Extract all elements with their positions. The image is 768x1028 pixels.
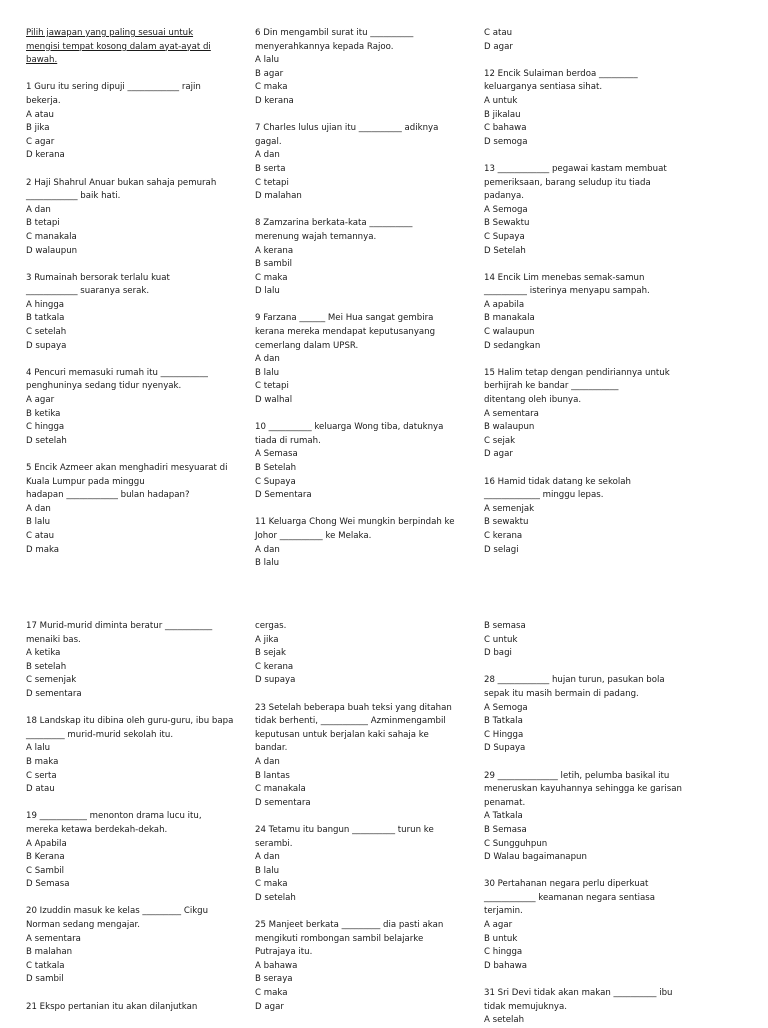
answer-option: A untuk bbox=[484, 95, 518, 106]
answer-option: C hingga bbox=[484, 947, 523, 958]
answer-option: B semasa bbox=[484, 621, 526, 631]
answer-option: A Tatkala bbox=[484, 811, 523, 822]
answer-option: B tetapi bbox=[26, 218, 60, 229]
spacer bbox=[26, 892, 240, 906]
question-text: keputusan untuk berjalan kaki sahaja ke bbox=[255, 729, 429, 740]
spacer bbox=[255, 810, 469, 824]
answer-option: A agar bbox=[26, 395, 55, 406]
question-column bbox=[255, 27, 469, 571]
spacer bbox=[255, 109, 469, 123]
answer-option: D agar bbox=[484, 41, 513, 52]
spacer bbox=[26, 163, 240, 177]
answer-option: C agar bbox=[26, 136, 55, 147]
question-block bbox=[26, 810, 240, 892]
answer-option: B Setelah bbox=[255, 463, 297, 473]
question-text: berhijrah ke bandar ___________ bbox=[484, 381, 619, 392]
instruction-line: mengisi tempat kosong dalam ayat-ayat di bbox=[26, 41, 211, 52]
question-column bbox=[484, 620, 698, 1028]
answer-option: C Supaya bbox=[255, 476, 296, 487]
answer-option: C setelah bbox=[26, 327, 67, 338]
answer-option: A dan bbox=[255, 150, 280, 161]
question-text: 10 __________ keluarga Wong tiba, datuknya bbox=[255, 422, 444, 433]
answer-option: D selagi bbox=[484, 544, 519, 555]
spacer bbox=[484, 353, 698, 367]
question-text: _________ murid-murid sekolah itu. bbox=[26, 729, 174, 740]
question-text: 12 Encik Sulaiman berdoa _________ bbox=[484, 68, 638, 79]
question-text: 5 Encik Azmeer akan menghadiri mesyuarat di bbox=[26, 463, 228, 473]
question-text: Johor __________ ke Melaka. bbox=[255, 530, 372, 541]
answer-option: A ketika bbox=[26, 648, 61, 659]
answer-option: B lantas bbox=[255, 770, 290, 781]
spacer bbox=[484, 258, 698, 272]
question-text: tiada di rumah. bbox=[255, 435, 321, 446]
question-block bbox=[484, 770, 698, 865]
question-text: 7 Charles lulus ujian itu __________ adiknya bbox=[255, 123, 439, 134]
answer-option: C maka bbox=[255, 879, 288, 890]
question-text: kerana mereka mendapat keputusanyang bbox=[255, 327, 436, 338]
question-text: padanya. bbox=[484, 191, 524, 202]
question-text: 31 Sri Devi tidak akan makan __________ ibu bbox=[484, 988, 673, 999]
question-text: hadapan ____________ bulan hadapan? bbox=[26, 490, 190, 501]
spacer bbox=[255, 408, 469, 422]
question-text: 19 ___________ menonton drama lucu itu, bbox=[26, 811, 202, 822]
answer-option: C Sungguhpun bbox=[484, 838, 548, 849]
answer-option: B jikalau bbox=[484, 109, 521, 120]
question-block bbox=[255, 122, 469, 204]
question-block bbox=[255, 516, 469, 570]
spacer bbox=[255, 503, 469, 517]
question-column bbox=[484, 27, 698, 557]
answer-option: A Semoga bbox=[484, 702, 528, 713]
answer-option: C kerana bbox=[255, 661, 294, 672]
spacer bbox=[484, 149, 698, 163]
answer-option: D agar bbox=[255, 1001, 284, 1012]
question-text: menaiki bas. bbox=[26, 634, 81, 645]
answer-option: B malahan bbox=[26, 947, 73, 958]
question-text: 28 ____________ hujan turun, pasukan bola bbox=[484, 675, 665, 686]
answer-option: B walaupun bbox=[484, 422, 535, 433]
question-continuation bbox=[484, 620, 698, 661]
question-text: Putrajaya itu. bbox=[255, 947, 313, 958]
question-text: ____________ baik hati. bbox=[26, 191, 121, 202]
answer-option: D semoga bbox=[484, 136, 528, 147]
question-text: 16 Hamid tidak datang ke sekolah bbox=[484, 476, 631, 487]
answer-option: B seraya bbox=[255, 974, 293, 985]
answer-option: A Semoga bbox=[484, 204, 528, 215]
answer-option: C manakala bbox=[255, 784, 306, 795]
answer-option: C walaupun bbox=[484, 327, 535, 338]
answer-option: B manakala bbox=[484, 313, 535, 324]
question-text: sepak itu masih bermain di padang. bbox=[484, 688, 639, 699]
answer-option: B lalu bbox=[255, 558, 280, 569]
question-text: 6 Din mengambil surat itu __________ bbox=[255, 28, 414, 38]
question-text: mereka ketawa berdekah-dekah. bbox=[26, 824, 168, 835]
answer-option: D supaya bbox=[26, 340, 67, 351]
question-block bbox=[255, 919, 469, 1014]
question-column bbox=[26, 27, 240, 557]
question-block bbox=[484, 476, 698, 558]
answer-option: D Sementara bbox=[255, 490, 312, 501]
answer-option: A lalu bbox=[255, 55, 280, 66]
question-text: menyerahkannya kepada Rajoo. bbox=[255, 41, 394, 52]
question-text: 1 Guru itu sering dipuji ____________ rajin bbox=[26, 82, 201, 93]
answer-option: B sambil bbox=[255, 259, 292, 270]
answer-option: A Semasa bbox=[255, 449, 298, 460]
question-text: 29 ______________ letih, pelumba basikal itu bbox=[484, 770, 670, 781]
answer-option: D sementara bbox=[26, 688, 82, 699]
answer-option: C tatkala bbox=[26, 960, 65, 971]
answer-option: B lalu bbox=[255, 367, 280, 378]
answer-option: D sedangkan bbox=[484, 340, 541, 351]
question-text: mengikuti rombongan sambil belajarke bbox=[255, 933, 424, 944]
answer-option: A agar bbox=[484, 920, 513, 931]
question-text: cemerlang dalam UPSR. bbox=[255, 340, 359, 351]
answer-option: D lalu bbox=[255, 286, 280, 297]
question-text: ____________ suaranya serak. bbox=[26, 286, 150, 297]
question-text: 2 Haji Shahrul Anuar bukan sahaja pemurah bbox=[26, 177, 217, 188]
answer-option: D agar bbox=[484, 449, 513, 460]
spacer bbox=[255, 204, 469, 218]
spacer bbox=[484, 865, 698, 879]
answer-option: C Supaya bbox=[484, 231, 525, 242]
answer-option: A sementara bbox=[26, 933, 81, 944]
answer-option: D walaupun bbox=[26, 245, 78, 256]
spacer bbox=[484, 756, 698, 770]
spacer bbox=[26, 702, 240, 716]
question-text: 18 Landskap itu dibina oleh guru-guru, ibu bapa bbox=[26, 716, 234, 727]
answer-option: cergas. bbox=[255, 621, 287, 631]
instruction-line: bawah. bbox=[26, 55, 58, 66]
answer-option: C tetapi bbox=[255, 177, 289, 188]
answer-option: C kerana bbox=[484, 530, 523, 541]
question-block bbox=[484, 987, 698, 1028]
answer-option: C Sambil bbox=[26, 865, 65, 876]
answer-option: C maka bbox=[255, 272, 288, 283]
question-text: 4 Pencuri memasuki rumah itu ___________ bbox=[26, 367, 208, 378]
spacer bbox=[255, 905, 469, 919]
question-column bbox=[255, 620, 469, 1014]
answer-option: C hingga bbox=[26, 422, 65, 433]
answer-option: D maka bbox=[26, 544, 60, 555]
question-text: 30 Pertahanan negara perlu diperkuat bbox=[484, 879, 649, 890]
spacer bbox=[26, 987, 240, 1001]
spacer bbox=[484, 462, 698, 476]
answer-option: B lalu bbox=[26, 517, 51, 528]
question-text: ditentang oleh ibunya. bbox=[484, 395, 582, 406]
answer-option: B ketika bbox=[26, 408, 61, 419]
answer-option: B untuk bbox=[484, 933, 518, 944]
question-block bbox=[26, 620, 240, 702]
answer-option: A semenjak bbox=[484, 503, 535, 514]
question-text: Norman sedang mengajar. bbox=[26, 920, 140, 931]
spacer bbox=[484, 54, 698, 68]
question-text: serambi. bbox=[255, 838, 293, 849]
question-text: pemeriksaan, barang seludup itu tiada bbox=[484, 177, 651, 188]
spacer bbox=[255, 688, 469, 702]
answer-option: D Walau bagaimanapun bbox=[484, 852, 587, 863]
question-text: 9 Farzana ______ Mei Hua sangat gembira bbox=[255, 313, 434, 324]
answer-option: B Sewaktu bbox=[484, 218, 530, 229]
answer-option: C sejak bbox=[484, 435, 516, 446]
spacer bbox=[26, 68, 240, 82]
question-text: 24 Tetamu itu bangun __________ turun ke bbox=[255, 824, 434, 835]
question-block bbox=[255, 824, 469, 906]
spacer bbox=[26, 258, 240, 272]
answer-option: A setelah bbox=[484, 1015, 525, 1026]
question-text: 21 Ekspo pertanian itu akan dilanjutkan bbox=[26, 1001, 198, 1012]
question-block bbox=[26, 272, 240, 354]
answer-option: D walhal bbox=[255, 395, 293, 406]
answer-option: A dan bbox=[26, 204, 51, 215]
question-block bbox=[26, 462, 240, 557]
answer-option: C semenjak bbox=[26, 675, 77, 686]
question-block bbox=[255, 421, 469, 503]
question-block bbox=[484, 163, 698, 258]
question-text: keluarganya sentiasa sihat. bbox=[484, 82, 603, 93]
answer-option: C atau bbox=[26, 530, 55, 541]
answer-option: B Tatkala bbox=[484, 716, 523, 727]
spacer bbox=[255, 299, 469, 313]
answer-option: A atau bbox=[26, 109, 54, 120]
answer-option: C serta bbox=[26, 770, 57, 781]
answer-option: B lalu bbox=[255, 865, 280, 876]
question-block bbox=[26, 177, 240, 259]
answer-option: B serta bbox=[255, 163, 286, 174]
answer-option: C atau bbox=[484, 28, 513, 38]
answer-option: D bahawa bbox=[484, 960, 528, 971]
answer-option: C bahawa bbox=[484, 123, 527, 134]
answer-option: B Kerana bbox=[26, 852, 65, 863]
answer-option: D kerana bbox=[255, 95, 294, 106]
answer-option: C maka bbox=[255, 82, 288, 93]
answer-option: C maka bbox=[255, 988, 288, 999]
answer-option: C manakala bbox=[26, 231, 77, 242]
answer-option: D Semasa bbox=[26, 879, 70, 890]
question-block bbox=[255, 702, 469, 811]
answer-option: A dan bbox=[26, 503, 51, 514]
question-text: bekerja. bbox=[26, 95, 61, 106]
question-block bbox=[255, 27, 469, 109]
answer-option: B sewaktu bbox=[484, 517, 529, 528]
question-continuation bbox=[255, 620, 469, 688]
question-text: 8 Zamzarina berkata-kata __________ bbox=[255, 218, 413, 229]
answer-option: D sementara bbox=[255, 797, 311, 808]
question-text: 23 Setelah beberapa buah teksi yang ditahan bbox=[255, 702, 452, 713]
question-text: 14 Encik Lim menebas semak-samun bbox=[484, 272, 645, 283]
question-text: ____________ keamanan negara sentiasa bbox=[484, 892, 656, 903]
question-text: Kuala Lumpur pada minggu bbox=[26, 476, 145, 487]
answer-option: B sejak bbox=[255, 648, 287, 659]
question-block bbox=[484, 674, 698, 756]
question-text: 17 Murid-murid diminta beratur ___________ bbox=[26, 621, 213, 631]
answer-option: A lalu bbox=[26, 743, 51, 754]
question-text: 15 Halim tetap dengan pendiriannya untuk bbox=[484, 367, 670, 378]
answer-option: D supaya bbox=[255, 675, 296, 686]
answer-option: D malahan bbox=[255, 191, 302, 202]
answer-option: B maka bbox=[26, 756, 59, 767]
question-block bbox=[26, 367, 240, 449]
question-text: terjamin. bbox=[484, 906, 523, 917]
answer-option: A bahawa bbox=[255, 960, 298, 971]
question-text: __________ isterinya menyapu sampah. bbox=[484, 286, 650, 297]
question-text: penghuninya sedang tidur nyenyak. bbox=[26, 381, 182, 392]
answer-option: A dan bbox=[255, 354, 280, 365]
question-text: merenung wajah temannya. bbox=[255, 231, 377, 242]
answer-option: B jika bbox=[26, 123, 50, 134]
question-block bbox=[26, 905, 240, 987]
answer-option: D setelah bbox=[26, 435, 67, 446]
question-text: gagal. bbox=[255, 136, 282, 147]
answer-option: A Apabila bbox=[26, 838, 67, 849]
answer-option: A apabila bbox=[484, 299, 525, 310]
question-block bbox=[255, 312, 469, 407]
answer-option: C Hingga bbox=[484, 729, 524, 740]
answer-option: D bagi bbox=[484, 648, 512, 659]
question-text: 3 Rumainah bersorak terlalu kuat bbox=[26, 272, 170, 283]
answer-option: A jika bbox=[255, 634, 279, 645]
answer-option: B setelah bbox=[26, 661, 67, 672]
answer-option: D sambil bbox=[26, 974, 64, 985]
question-text: penamat. bbox=[484, 797, 526, 808]
spacer bbox=[484, 973, 698, 987]
question-block bbox=[26, 715, 240, 797]
question-block bbox=[255, 217, 469, 299]
instructions bbox=[26, 27, 240, 68]
question-text: 20 Izuddin masuk ke kelas _________ Cikgu bbox=[26, 906, 209, 917]
answer-option: C tetapi bbox=[255, 381, 289, 392]
question-text: _____________ minggu lepas. bbox=[484, 490, 604, 501]
answer-option: A dan bbox=[255, 544, 280, 555]
answer-option: B agar bbox=[255, 68, 284, 79]
question-text: bandar. bbox=[255, 743, 288, 754]
question-text: 11 Keluarga Chong Wei mungkin berpindah ke bbox=[255, 517, 455, 528]
answer-option: A kerana bbox=[255, 245, 294, 256]
question-block bbox=[484, 272, 698, 354]
question-column bbox=[26, 620, 240, 1014]
question-text: 25 Manjeet berkata _________ dia pasti akan bbox=[255, 920, 444, 931]
question-block bbox=[484, 367, 698, 462]
question-text: tidak memujuknya. bbox=[484, 1001, 568, 1012]
question-text: meneruskan kayuhannya sehingga ke garisan bbox=[484, 784, 682, 795]
question-text: tidak berhenti, ___________ Azminmengambil bbox=[255, 716, 446, 727]
answer-option: A sementara bbox=[484, 408, 539, 419]
answer-option: C untuk bbox=[484, 634, 518, 645]
answer-option: B tatkala bbox=[26, 313, 65, 324]
answer-option: B Semasa bbox=[484, 824, 527, 835]
spacer bbox=[484, 661, 698, 675]
question-block bbox=[484, 68, 698, 150]
spacer bbox=[26, 448, 240, 462]
instruction-line: Pilih jawapan yang paling sesuai untuk bbox=[26, 28, 194, 38]
question-continuation bbox=[484, 27, 698, 54]
answer-option: D setelah bbox=[255, 892, 296, 903]
spacer bbox=[26, 353, 240, 367]
answer-option: D atau bbox=[26, 784, 55, 795]
answer-option: D Setelah bbox=[484, 245, 526, 256]
answer-option: A hingga bbox=[26, 299, 65, 310]
answer-option: D Supaya bbox=[484, 743, 526, 754]
answer-option: A dan bbox=[255, 756, 280, 767]
question-block bbox=[484, 878, 698, 973]
question-text: 13 ____________ pegawai kastam membuat bbox=[484, 163, 667, 174]
question-block bbox=[26, 81, 240, 163]
spacer bbox=[26, 797, 240, 811]
answer-option: D kerana bbox=[26, 150, 65, 161]
question-block bbox=[26, 1001, 240, 1015]
answer-option: A dan bbox=[255, 852, 280, 863]
